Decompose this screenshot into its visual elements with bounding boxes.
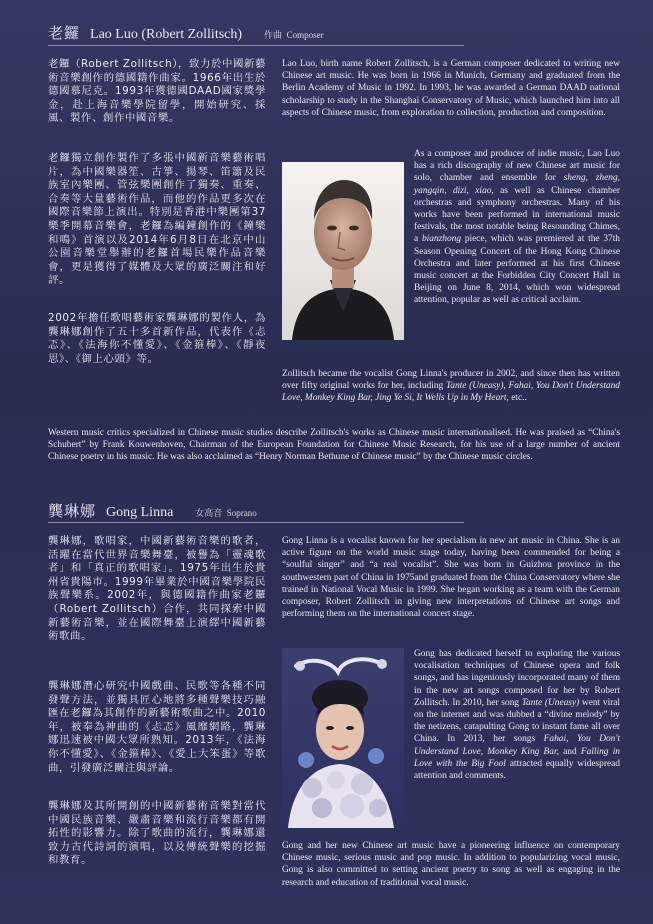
composer-heading	[48, 22, 324, 43]
composer-bio-zh-3: 2002年擔任歌唱藝術家龔琳娜的製作人，為龔琳娜創作了五十多首新作品，代表作《忐忑》、《法海你不懂愛》、《金箍棒》、《靜夜思》、《御上心頭》等。	[48, 312, 266, 365]
composer-bio-en-3-works: Tante (Uneasy), Fahai, You Don't Understand Love, Monkey King Bar, Jing Ye Si, It Wells Up in My Heart,	[282, 381, 620, 404]
singer-bio-en-2-songs: Fahai, You Don't Understand Love, Monkey King Bar,	[414, 734, 620, 757]
singer-bio-en-1: Gong Linna is a vocalist known for her specialism in new art music in China. She is an active figure on the world music stage today, having been commended for being a “soulful singer” and “a real vocalist”. She was born in Guizhou province in the southwestern part of China in 1975and graduated from the China Conservatory where she trained in National Vocal Music in 1999. She began working as a team with the German composer, Robert Zollitsch in giving new interpretations of Chinese art songs and performing them on the international concert stage.	[282, 536, 620, 620]
singer-bio-en-2-c: and	[558, 746, 581, 757]
singer-bio-zh-3: 龔琳娜及其所開創的中國新藝術音樂對當代中國民族音樂、嚴肅音樂和流行音樂都有開拓性的影響力。除了歌曲的流行，龔琳娜還致力古代詩詞的演唱，以及傳統聲樂的挖掘和教育。	[48, 800, 266, 867]
composer-bio-en-2-instruments: sheng, zheng, yangqin, dizi, xiao,	[414, 173, 620, 196]
singer-bio-zh-2: 龔琳娜潛心研究中國戲曲、民歌等各種不同發聲方法，並獨具匠心地將多種聲樂技巧融匯在老鑼為其創作的新藝術歌曲之中。2010年，被奉為神曲的《忐忑》風靡網路，龔琳娜迅速被中國大眾所熟知。2013年，《法海你不懂愛》、《金箍棒》、《愛上大笨蛋》等歌曲，引發廣泛關注與評論。	[48, 680, 266, 774]
composer-bio-en-3-b: etc..	[508, 393, 527, 404]
composer-bio-en-1: Lao Luo, birth name Robert Zollitsch, is a German composer dedicated to writing new Chinese art music. He was born in 1966 in Munich, Germany and graduated from the Berlin Academy of Music in 1992. In 1993, he was awarded a German DAAD national scholarship to study in the Shanghai Conservatory of Music, which launched him into all aspects of Chinese music, from exploration to collection, production and composition.	[282, 59, 620, 118]
composer-name-en: Lao Luo (Robert Zollitsch)	[90, 27, 243, 42]
singer-bio-en-2-bigfool: Falling in Love with the Big Fool	[414, 746, 620, 769]
composer-bio-en-2	[414, 148, 620, 307]
singer-bio-en-3: Gong and her new Chinese art music have a pioneering influence on contemporary Chinese music, serious music and pop music. In addition to popularizing vocal music, Gong is also committed to setting ancient poetry to song as well as engaging in the research and education of traditional vocal music.	[282, 841, 620, 888]
singer-role-zh: 女高音	[195, 508, 223, 518]
composer-bio-zh-2: 老鑼獨立創作製作了多張中國新音樂藝術唱片，為中國樂器笙、古箏、揚琴、笛簫及民族室內樂團、管弦樂團創作了獨奏、重奏、合奏等大量藝術作品，而他的作品更多次在國際音樂節上演出。特別是香港中樂團第37樂季開幕音樂會，老鑼為編鐘創作的《鐘樂和鳴》首演以及2014年6月8日在北京中山公園音樂堂舉辦的老鑼首場民樂作品音樂會，更是獲得了媒體及大眾的廣泛關注和好評。	[48, 152, 266, 287]
composer-name-zh: 老鑼	[48, 26, 81, 42]
composer-role-en: Composer	[286, 30, 324, 40]
singer-bio-en-2-a: Gong has dedicated herself to exploring the various vocalisation techniques of Chinese opera and folk songs, and has ingeniously incorporated many of them in the new art songs composed for her by Robert Zollitsch. In 2010, her song	[414, 649, 620, 708]
singer-bio-en-2-b: went viral on the internet and was dubbed a “divine melody” by the netizens, catapulting Gong to instant fame all over China. In 2013, her songs	[414, 697, 621, 745]
singer-heading	[48, 500, 257, 521]
composer-role-zh: 作曲	[264, 30, 283, 40]
singer-role-en: Soprano	[226, 508, 257, 518]
singer-bio-zh-1: 龔琳娜，歌唱家，中國新藝術音樂的歌者，活躍在當代世界音樂舞臺，被譽為「靈魂歌者」和「真正的歌唱家」。1975年出生於貴州省貴陽市。1999年畢業於中國音樂學院民族聲樂系。2002年，與德國籍作曲家老鑼（Robert Zollitsch）合作，共同探索中國新藝術音樂，並在國際舞臺上演繹中國新藝術歌曲。	[48, 535, 266, 643]
singer-name-en: Gong Linna	[106, 505, 174, 520]
composer-portrait	[282, 162, 404, 340]
singer-name-zh: 龔琳娜	[48, 504, 97, 520]
composer-heading-rule	[48, 45, 464, 46]
composer-bio-en-2-c: piece, which was premiered at the 37th Season Opening Concert of the Hong Kong Chinese Orchestra and later performed at his first Chinese music concert at the Forbidden City Concert Hall in Beijing on June 8, 2014, which won widespread attention, popular as well as critical acclaim.	[414, 234, 620, 306]
singer-bio-en-2-tante: Tante (Uneasy)	[521, 697, 580, 708]
singer-bio-en-2-d: attracted equally widespread attention and comments.	[414, 758, 620, 782]
composer-role	[264, 28, 324, 41]
composer-bio-en-2-bianzhong: bianzhong	[421, 234, 462, 245]
composer-bio-en-2-b: as well as Chinese chamber orchestras and symphony orchestras. Many of his works have been performed in international music festivals, the most notable being Resounding Chimes, a	[414, 185, 620, 245]
singer-portrait	[282, 648, 404, 828]
singer-bio-en-2	[414, 648, 620, 782]
composer-bio-zh-1: 老鑼（Robert Zollitsch），致力於中國新藝術音樂創作的德國籍作曲家。1966年出生於德國慕尼克。1993年獲德國DAAD國家獎學金，赴上海音樂學院留學，開始研究、採風、製作、創作中國音樂。	[48, 58, 266, 125]
composer-bio-en-3-a: Zollitsch became the vocalist Gong Linna's producer in 2002, and since then has written over fifty original works for her, including	[282, 369, 620, 392]
singer-role	[195, 506, 257, 519]
singer-heading-rule	[48, 522, 464, 523]
composer-bio-en-3	[282, 368, 620, 405]
composer-bio-en-2-a: As a composer and producer of indie music, Lao Luo has a rich discography of new Chinese art music for solo, chamber and ensemble for	[414, 149, 620, 184]
composer-bio-en-4: Western music critics specialized in Chinese music studies describe Zollitsch's works as Chinese music internationalised. He was praised as “China's Schubert” by Frank Kouwenhoven, Chairman of the European Foundation for Chinese Music Research, for his use of a large number of ancient Chinese poetry in his music. He was also acclaimed as “Henry Norman Bethune of Chinese music” by the Chinese music circles.	[48, 428, 620, 463]
